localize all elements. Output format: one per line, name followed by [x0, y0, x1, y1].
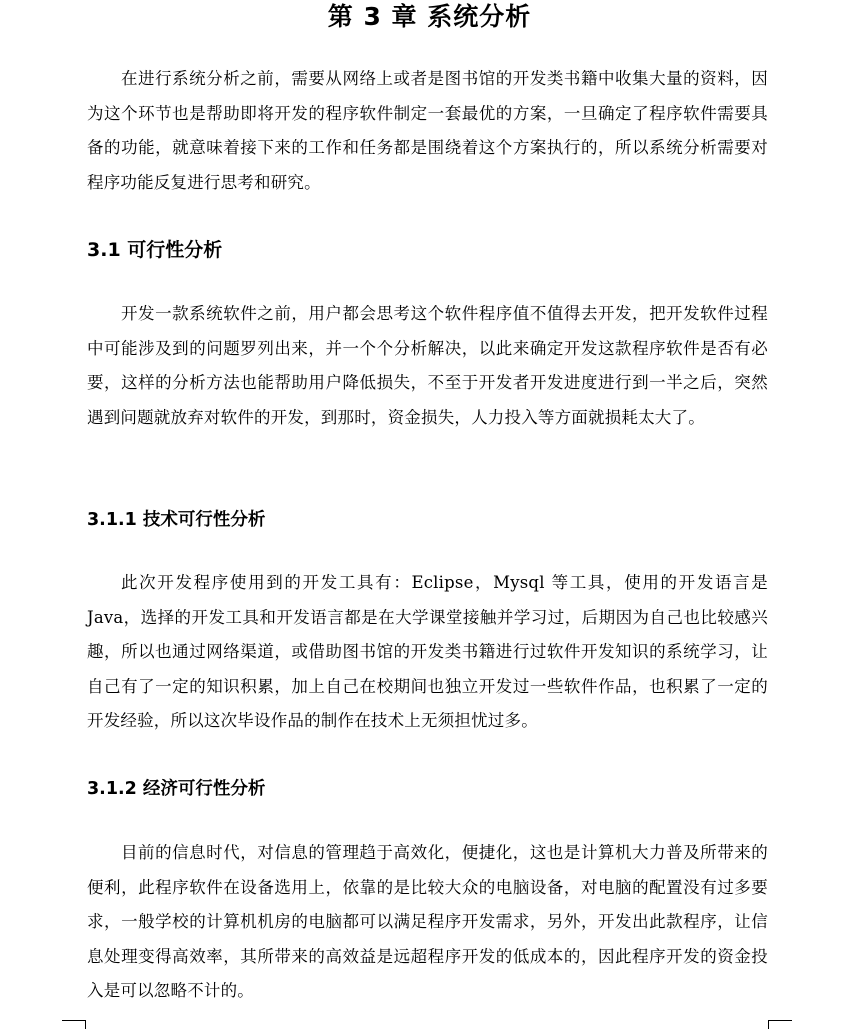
section-3-1-2-heading: 3.1.2 经济可行性分析 — [87, 779, 266, 799]
chapter-title: 第 3 章 系统分析 — [327, 2, 532, 31]
section-3-1-1-paragraph: 此次开发程序使用到的开发工具有：Eclipse，Mysql 等工具，使用的开发语言是 Java，选择的开发工具和开发语言都是在大学课堂接触并学习过，后期因为自己也比较感兴趣，所以也通过网络渠道，或借助图书馆的开发类书籍进行过软件开发知识的系统学习，让自己有了一定的知识积累，加上自己在校期间也独立开发过一些软件作品，也积累了一定的开发经验，所以这次毕设作品的制作在技术上无须担忧过多。 — [87, 573, 768, 730]
crop-mark-bottom-left-horizontal — [62, 1020, 86, 1021]
section-3-1-2-paragraph: 目前的信息时代，对信息的管理趋于高效化，便捷化，这也是计算机大力普及所带来的便利，此程序软件在设备选用上，依靠的是比较大众的电脑设备，对电脑的配置没有过多要求，一般学校的计算机机房的电脑都可以满足程序开发需求，另外，开发出此款程序，让信息处理变得高效率，其所带来的高效益是远超程序开发的低成本的，因此程序开发的资金投入是可以忽略不计的。 — [87, 843, 768, 1000]
section-3-1-heading: 3.1 可行性分析 — [87, 239, 223, 261]
section-3-1-paragraph: 开发一款系统软件之前，用户都会思考这个软件程序值不值得去开发，把开发软件过程中可能涉及到的问题罗列出来，并一个个分析解决，以此来确定开发这款程序软件是否有必要，这样的分析方法也能帮助用户降低损失，不至于开发者开发进度进行到一半之后，突然遇到问题就放弃对软件的开发，到那时，资金损失，人力投入等方面就损耗太大了。 — [87, 304, 768, 427]
crop-mark-bottom-right-vertical — [768, 1020, 769, 1029]
section-3-1-1-heading: 3.1.1 技术可行性分析 — [87, 510, 266, 530]
crop-mark-bottom-right-horizontal — [768, 1020, 792, 1021]
crop-mark-bottom-left-vertical — [85, 1020, 86, 1029]
intro-paragraph: 在进行系统分析之前，需要从网络上或者是图书馆的开发类书籍中收集大量的资料，因为这个环节也是帮助即将开发的程序软件制定一套最优的方案，一旦确定了程序软件需要具备的功能，就意味着接下来的工作和任务都是围绕着这个方案执行的，所以系统分析需要对程序功能反复进行思考和研究。 — [87, 69, 768, 192]
